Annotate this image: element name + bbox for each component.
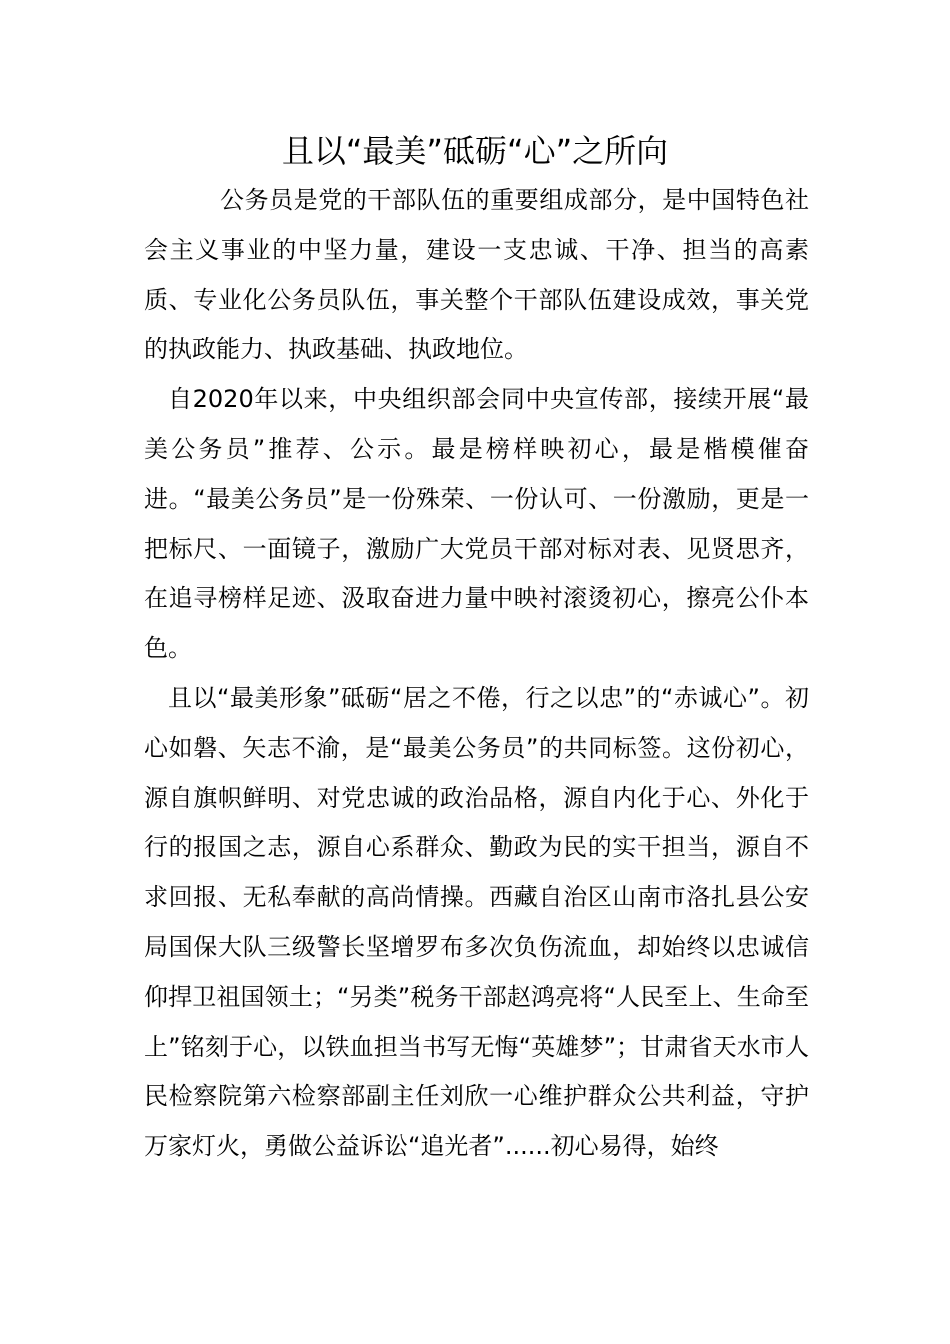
paragraph-2: 自2020年以来，中央组织部会同中央宣传部，接续开展“最美公务员”推荐、公示。最是榜样映初心，最是楷模催奋进。“最美公务员”是一份殊荣、一份认可、一份激励，更是一把标尺、一面镜子，激励广大党员干部对标对表、见贤思齐，在追寻榜样足迹、汲取奋进力量中映衬滚烫初心，擦亮公仆本色。 <box>144 385 809 663</box>
paragraph-3: 且以“最美形象”砥砺“居之不倦，行之以忠”的“赤诚心”。初心如磐、矢志不渝，是“最美公务员”的共同标签。这份初心，源自旗帜鲜明、对党忠诚的政治品格，源自内化于心、外化于行的报国之志，源自心系群众、勤政为民的实干担当，源自不求回报、无私奉献的高尚情操。西藏自治区山南市洛扎县公安局国保大队三级警长坚增罗布多次负伤流血，却始终以忠诚信仰捍卫祖国领土；“另类”税务干部赵鸿亮将“人民至上、生命至上”铭刻于心，以铁血担当书写无悔“英雄梦”；甘肃省天水市人民检察院第六检察部副主任刘欣一心维护群众公共利益，守护万家灯火，勇做公益诉讼“追光者”......初心易得，始终 <box>144 683 809 1161</box>
document-body <box>144 176 809 1172</box>
document-title: 且以“最美”砥砺“心”之所向 <box>281 132 669 170</box>
paragraph-1: 公务员是党的干部队伍的重要组成部分，是中国特色社会主义事业的中坚力量，建设一支忠诚、干净、担当的高素质、专业化公务员队伍，事关整个干部队伍建设成效，事关党的执政能力、执政基础、执政地位。 <box>144 186 809 364</box>
